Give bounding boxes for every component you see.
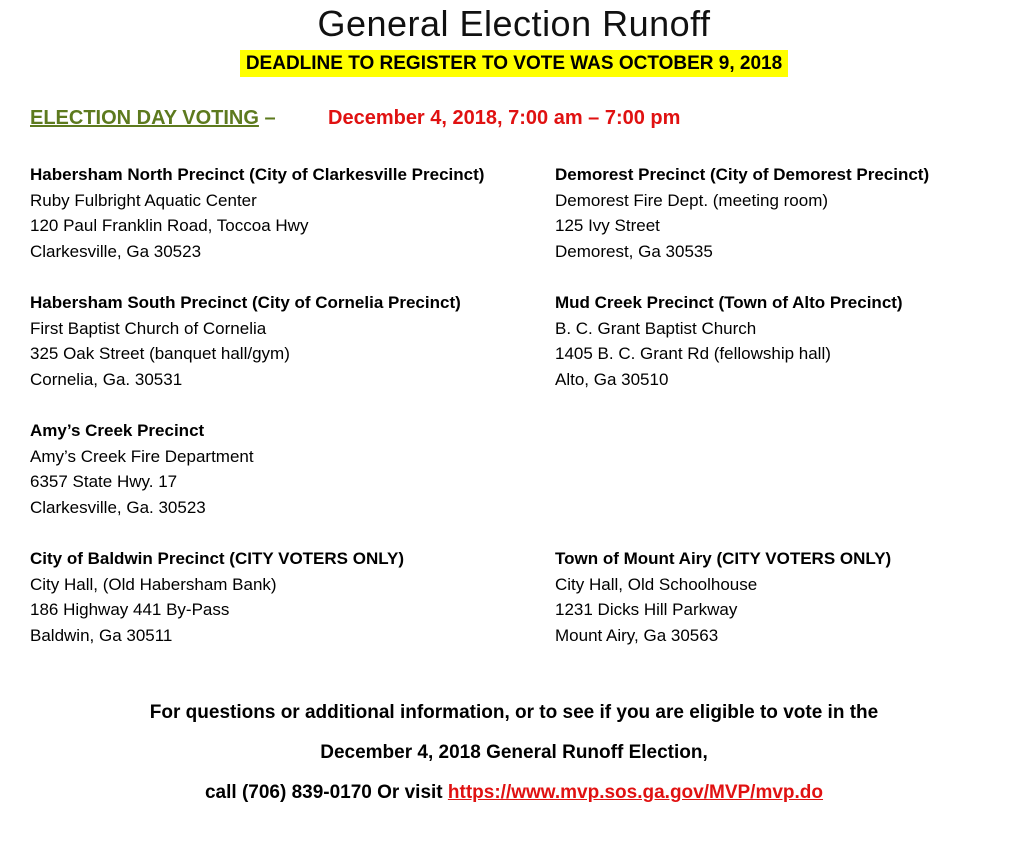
precinct-name: Town of Mount Airy (CITY VOTERS ONLY)	[555, 549, 892, 568]
precinct-location: Ruby Fulbright Aquatic Center	[30, 190, 257, 210]
precinct-habersham-north	[30, 162, 555, 264]
precinct-name: Habersham South Precinct (City of Cornelia Precinct)	[30, 293, 461, 312]
precinct-location: B. C. Grant Baptist Church	[555, 318, 757, 338]
precinct-name: Amy’s Creek Precinct	[30, 421, 205, 440]
precinct-baldwin	[30, 546, 555, 648]
precinct-amys-creek	[30, 418, 555, 520]
precinct-habersham-south	[30, 290, 555, 392]
precinct-street: 186 Highway 441 By-Pass	[30, 600, 230, 619]
precinct-city: Cornelia, Ga. 30531	[30, 369, 183, 389]
precinct-name: Demorest Precinct (City of Demorest Precinct)	[555, 165, 930, 184]
precinct-name: Mud Creek Precinct (Town of Alto Precinct)	[555, 293, 903, 312]
precinct-city: Mount Airy, Ga 30563	[555, 625, 719, 645]
voting-heading-label: ELECTION DAY VOTING	[30, 107, 259, 129]
footer-contact-text: call (706) 839-0170 Or visit	[204, 782, 448, 803]
precinct-grid	[30, 162, 1028, 648]
precinct-mud-creek	[555, 290, 998, 392]
election-day-voting-heading	[30, 107, 1028, 135]
precinct-city: Clarkesville, Ga 30523	[30, 241, 202, 261]
precinct-name: Habersham North Precinct (City of Clarkesville Precinct)	[30, 165, 485, 184]
deadline-row	[0, 50, 1028, 77]
precinct-mount-airy	[555, 546, 998, 648]
precinct-location: First Baptist Church of Cornelia	[30, 318, 267, 338]
precinct-city: Alto, Ga 30510	[555, 369, 669, 389]
mvp-registration-link[interactable]: https://www.mvp.sos.ga.gov/MVP/mvp.do	[447, 782, 824, 803]
precinct-demorest	[555, 162, 998, 264]
precinct-city: Clarkesville, Ga. 30523	[30, 497, 206, 517]
precinct-city: Demorest, Ga 30535	[555, 241, 713, 261]
precinct-name: City of Baldwin Precinct (CITY VOTERS ONLY)	[30, 549, 405, 568]
precinct-street: 120 Paul Franklin Road, Toccoa Hwy	[30, 216, 309, 235]
precinct-empty-cell	[555, 418, 998, 520]
precinct-street: 325 Oak Street (banquet hall/gym)	[30, 344, 290, 363]
precinct-location: City Hall, (Old Habersham Bank)	[30, 574, 277, 594]
deadline-notice: DEADLINE TO REGISTER TO VOTE WAS OCTOBER 9, 2018	[240, 50, 788, 77]
voting-heading-dash: –	[258, 107, 276, 129]
precinct-location: City Hall, Old Schoolhouse	[555, 574, 758, 594]
footer-info	[0, 700, 1028, 806]
footer-line-1: For questions or additional information, or to see if you are eligible to vote in the	[149, 702, 879, 723]
precinct-street: 1405 B. C. Grant Rd (fellowship hall)	[555, 344, 831, 363]
precinct-street: 1231 Dicks Hill Parkway	[555, 600, 738, 619]
precinct-city: Baldwin, Ga 30511	[30, 625, 173, 645]
precinct-street: 125 Ivy Street	[555, 216, 660, 235]
footer-line-2: December 4, 2018 General Runoff Election,	[320, 742, 708, 763]
page-title: General Election Runoff	[317, 3, 711, 44]
precinct-location: Amy’s Creek Fire Department	[30, 446, 254, 466]
voting-schedule: December 4, 2018, 7:00 am – 7:00 pm	[328, 107, 681, 129]
footer-line-3	[0, 780, 1028, 806]
precinct-street: 6357 State Hwy. 17	[30, 472, 178, 491]
precinct-location: Demorest Fire Dept. (meeting room)	[555, 190, 829, 210]
